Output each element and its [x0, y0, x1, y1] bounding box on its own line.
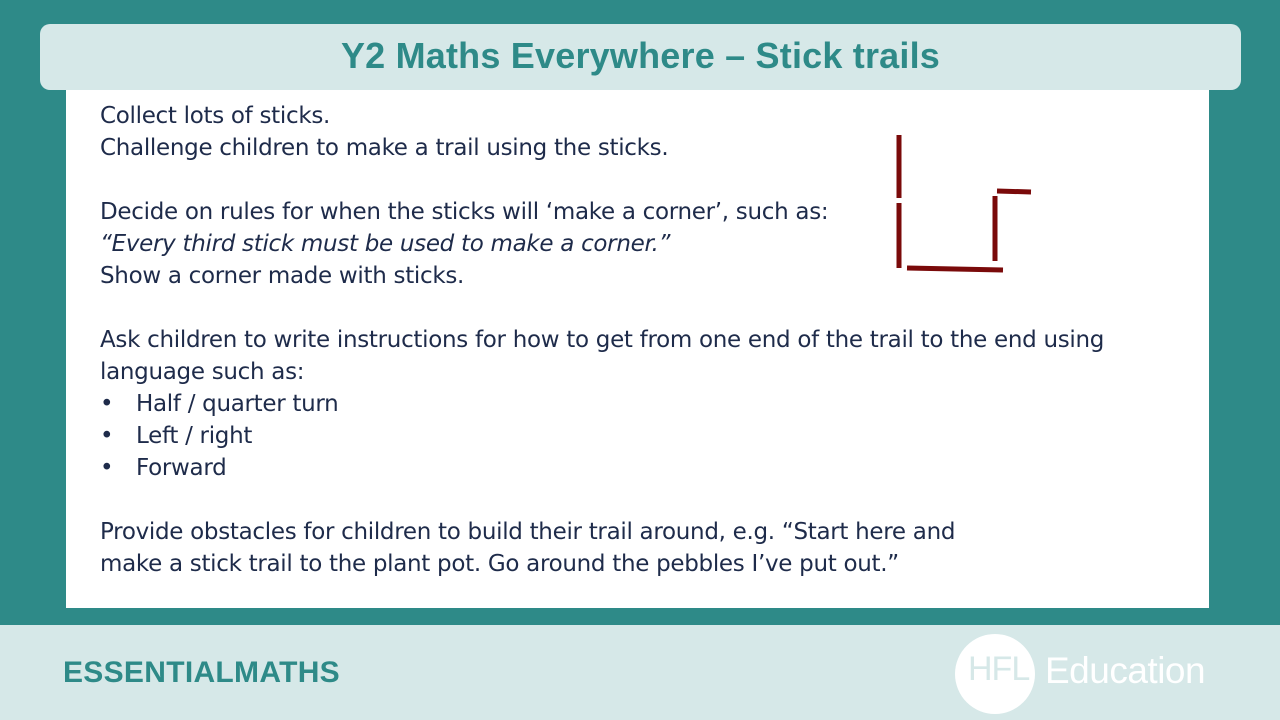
text-line: Decide on rules for when the sticks will ‘make a corner’, such as:	[100, 199, 829, 225]
title-bar	[40, 24, 1241, 90]
stick	[907, 268, 1003, 270]
text-line: Challenge children to make a trail using the sticks.	[100, 135, 669, 161]
example-rule: “Every third stick must be used to make a corner.”	[100, 231, 671, 257]
list-item	[100, 420, 1180, 452]
spacer	[100, 484, 1180, 516]
list-item	[100, 388, 1180, 420]
stick	[997, 191, 1031, 192]
stick-trail-icon	[890, 130, 1040, 280]
text-line: language such as:	[100, 359, 305, 385]
spacer	[100, 292, 1180, 324]
list-item-label: Left / right	[136, 423, 253, 449]
page-title: Y2 Maths Everywhere – Stick trails	[340, 35, 941, 76]
text-line: Provide obstacles for children to build their trail around, e.g. “Start here and	[100, 519, 956, 545]
list-item-label: Forward	[136, 455, 227, 481]
text-line: make a stick trail to the plant pot. Go around the pebbles I’ve put out.”	[100, 551, 899, 577]
text-line: Ask children to write instructions for how to get from one end of the trail to the end using	[100, 327, 1105, 353]
text-line: Collect lots of sticks.	[100, 103, 331, 129]
logo-letters: HFL	[968, 650, 1030, 688]
bullet-icon: •	[100, 455, 114, 481]
bullet-icon: •	[100, 423, 114, 449]
text-line: Show a corner made with sticks.	[100, 263, 465, 289]
brand-name: ESSENTIALMATHS	[63, 656, 340, 689]
hfl-education-logo	[955, 632, 1215, 714]
logo-word: Education	[1045, 650, 1206, 691]
bullet-icon: •	[100, 391, 114, 417]
list-item-label: Half / quarter turn	[136, 391, 339, 417]
list-item	[100, 452, 1180, 484]
